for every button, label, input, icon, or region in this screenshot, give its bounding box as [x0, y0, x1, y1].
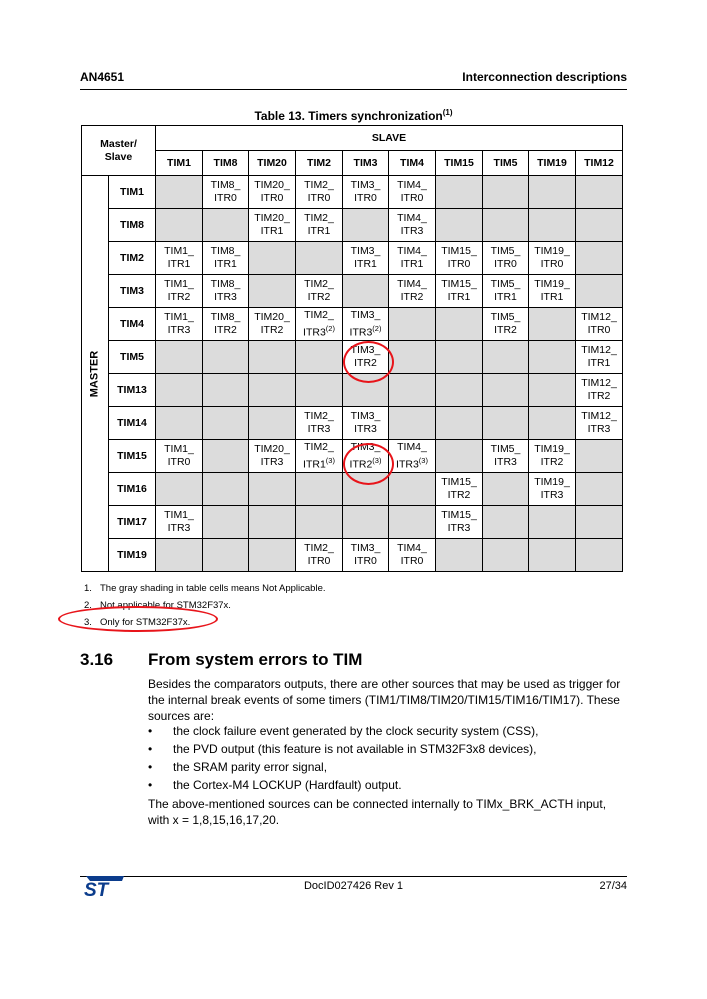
table-row — [82, 176, 623, 209]
trigger-cell-line: ITR1 — [354, 258, 377, 270]
trigger-cell-line: ITR0 — [587, 324, 611, 336]
na-cell — [389, 308, 436, 341]
trigger-cell-line: TIM3_ — [350, 344, 381, 356]
master-row-header: TIM16 — [109, 473, 156, 506]
trigger-cell — [156, 242, 203, 275]
na-cell — [249, 374, 296, 407]
trigger-cell — [203, 308, 249, 341]
trigger-cell-line: TIM3_ — [350, 542, 381, 554]
trigger-cell — [389, 209, 436, 242]
trigger-cell — [156, 506, 203, 539]
trigger-cell-line: ITR0 — [400, 192, 424, 204]
red-annotation-circle — [343, 440, 394, 485]
trigger-cell — [436, 473, 483, 506]
trigger-cell-line: ITR0 — [307, 555, 331, 567]
na-cell — [203, 209, 249, 242]
trigger-cell-line: TIM19_ — [534, 245, 570, 257]
list-item: • the Cortex-M4 LOCKUP (Hardfault) output. — [148, 778, 402, 792]
trigger-cell-line: ITR0 — [494, 258, 517, 270]
trigger-cell-line: TIM19_ — [534, 443, 570, 455]
trigger-cell-line: ITR0 — [540, 258, 564, 270]
trigger-cell — [483, 242, 529, 275]
master-row-header: TIM4 — [109, 308, 156, 341]
master-row-header: TIM3 — [109, 275, 156, 308]
trigger-cell-line: TIM20_ — [254, 212, 290, 224]
na-cell — [483, 176, 529, 209]
trigger-cell-line: TIM19_ — [534, 278, 570, 290]
na-cell — [529, 506, 576, 539]
trigger-cell-line: TIM8_ — [210, 278, 241, 290]
table-row — [82, 506, 623, 539]
trigger-cell-line: ITR0 — [354, 192, 377, 204]
trigger-cell-line: TIM15_ — [441, 245, 477, 257]
trigger-cell-line: ITR3 — [494, 456, 517, 468]
trigger-cell — [249, 440, 296, 473]
trigger-cell-line: ITR2 — [307, 291, 331, 303]
na-cell — [156, 209, 203, 242]
header-doc-number: AN4651 — [80, 70, 125, 84]
na-cell — [483, 341, 529, 374]
trigger-cell-line: ITR3 — [214, 291, 237, 303]
list-item: • the SRAM parity error signal, — [148, 760, 328, 774]
na-cell — [343, 275, 389, 308]
trigger-cell — [203, 242, 249, 275]
trigger-cell-line: TIM19_ — [534, 476, 570, 488]
na-cell — [576, 209, 623, 242]
trigger-cell-line: TIM20_ — [254, 311, 290, 323]
na-cell — [436, 176, 483, 209]
na-cell — [483, 407, 529, 440]
na-cell — [483, 506, 529, 539]
na-cell — [436, 209, 483, 242]
trigger-cell-line: TIM4_ — [397, 212, 427, 224]
na-cell — [156, 407, 203, 440]
trigger-cell-line: TIM8_ — [210, 245, 241, 257]
trigger-cell — [576, 374, 623, 407]
trigger-cell — [249, 176, 296, 209]
slave-column-header: TIM20 — [249, 151, 296, 176]
trigger-cell-line: ITR3 — [303, 326, 326, 339]
trigger-cell-line: ITR1 — [214, 258, 237, 270]
trigger-cell — [576, 308, 623, 341]
trigger-cell-line: ITR1 — [540, 291, 564, 303]
na-cell — [389, 473, 436, 506]
table-note: 2. Not applicable for STM32F37x. — [84, 600, 231, 611]
na-cell — [203, 440, 249, 473]
na-cell — [483, 539, 529, 572]
slave-column-header: TIM3 — [343, 151, 389, 176]
trigger-cell — [389, 242, 436, 275]
list-item: • the clock failure event generated by the clock security system (CSS), — [148, 724, 539, 738]
trigger-cell — [483, 440, 529, 473]
trigger-cell-line: ITR2 — [354, 357, 377, 369]
trigger-cell-line: ITR3 — [400, 225, 424, 237]
na-cell — [436, 407, 483, 440]
na-cell — [203, 506, 249, 539]
footer-doc-id: DocID027426 Rev 1 — [303, 880, 404, 892]
trigger-cell-line: ITR2 — [540, 456, 564, 468]
master-header-cell — [82, 176, 109, 572]
trigger-cell-line: TIM12_ — [581, 410, 617, 422]
table-row — [82, 308, 623, 341]
master-row-header: TIM19 — [109, 539, 156, 572]
trigger-cell — [249, 308, 296, 341]
table-row — [82, 209, 623, 242]
trigger-cell-line: TIM4_ — [397, 542, 427, 554]
na-cell — [576, 539, 623, 572]
na-cell — [296, 242, 343, 275]
trigger-cell-line: ITR2 — [447, 489, 471, 501]
na-cell — [576, 275, 623, 308]
footnote-ref: (3) — [325, 455, 335, 465]
trigger-cell-line: TIM3_ — [350, 179, 381, 191]
trigger-cell-line: ITR3 — [307, 423, 331, 435]
trigger-cell-line: TIM4_ — [397, 179, 427, 191]
master-row-header: TIM13 — [109, 374, 156, 407]
na-cell — [436, 374, 483, 407]
master-row-header: TIM8 — [109, 209, 156, 242]
trigger-cell-line: ITR2 — [494, 324, 517, 336]
trigger-cell — [576, 341, 623, 374]
trigger-cell-line: ITR0 — [214, 192, 237, 204]
trigger-cell-line: ITR2 — [400, 291, 424, 303]
trigger-cell — [483, 275, 529, 308]
section-number: 3.16 — [80, 650, 114, 669]
trigger-cell-line: TIM2_ — [304, 308, 334, 321]
section-title: From system errors to TIM — [148, 650, 363, 669]
na-cell — [203, 341, 249, 374]
trigger-cell — [296, 275, 343, 308]
na-cell — [576, 440, 623, 473]
trigger-cell-line: TIM1_ — [164, 443, 194, 455]
trigger-cell-line: ITR2 — [587, 390, 611, 402]
trigger-cell-line: TIM2_ — [304, 410, 334, 422]
na-cell — [249, 539, 296, 572]
trigger-cell — [389, 176, 436, 209]
red-annotation-circle — [343, 341, 394, 383]
trigger-cell-line: ITR0 — [260, 192, 284, 204]
trigger-cell — [529, 242, 576, 275]
na-cell — [483, 374, 529, 407]
trigger-cell-line: TIM3_ — [350, 308, 381, 321]
trigger-cell — [389, 539, 436, 572]
trigger-cell-line: TIM15_ — [441, 476, 477, 488]
trigger-cell-line: TIM3_ — [350, 440, 381, 453]
trigger-cell-line: TIM1_ — [164, 245, 194, 257]
na-cell — [343, 209, 389, 242]
na-cell — [389, 506, 436, 539]
na-cell — [203, 374, 249, 407]
trigger-cell-line: TIM2_ — [304, 542, 334, 554]
trigger-cell-line: ITR1 — [587, 357, 611, 369]
na-cell — [389, 374, 436, 407]
na-cell — [529, 209, 576, 242]
list-item: • the PVD output (this feature is not available in STM32F3x8 devices), — [148, 742, 537, 756]
footer-page-number: 27/34 — [599, 880, 627, 892]
na-cell — [249, 341, 296, 374]
trigger-cell-line: ITR0 — [307, 192, 331, 204]
trigger-cell — [296, 407, 343, 440]
trigger-cell — [529, 275, 576, 308]
na-cell — [529, 407, 576, 440]
na-cell — [156, 539, 203, 572]
header-rule — [80, 89, 627, 90]
master-row-header: TIM17 — [109, 506, 156, 539]
na-cell — [249, 275, 296, 308]
trigger-cell — [436, 506, 483, 539]
trigger-cell-line: ITR0 — [400, 555, 424, 567]
na-cell — [436, 440, 483, 473]
trigger-cell — [389, 275, 436, 308]
trigger-cell — [483, 308, 529, 341]
table-title-footnote-ref: (1) — [442, 108, 453, 117]
footnote-ref: (2) — [325, 323, 335, 333]
trigger-cell-line: TIM15_ — [441, 278, 477, 290]
section-paragraph: The above-mentioned sources can be connected internally to TIMx_BRK_ACTH input, with x = 1,8,15,16,17,20. — [148, 797, 607, 827]
trigger-cell-line: TIM2_ — [304, 212, 334, 224]
slave-column-header: TIM2 — [296, 151, 343, 176]
trigger-cell-line: TIM8_ — [210, 311, 241, 323]
na-cell — [296, 341, 343, 374]
na-cell — [203, 407, 249, 440]
trigger-cell — [529, 440, 576, 473]
master-row-header: TIM1 — [109, 176, 156, 209]
red-annotation-circle — [58, 606, 218, 632]
table-title: Table 13. Timers synchronization$^{(1)}$ — [254, 108, 453, 123]
na-cell — [436, 308, 483, 341]
na-cell — [529, 539, 576, 572]
trigger-cell-line: ITR3 — [587, 423, 611, 435]
trigger-cell-line: ITR3 — [396, 458, 419, 471]
na-cell — [483, 473, 529, 506]
trigger-cell — [296, 209, 343, 242]
trigger-cell-line: ITR3 — [167, 522, 191, 534]
master-row-header: TIM5 — [109, 341, 156, 374]
header-chapter-title: Interconnection descriptions — [462, 70, 627, 84]
na-cell — [296, 473, 343, 506]
trigger-cell — [296, 308, 343, 341]
trigger-cell-line: ITR0 — [447, 258, 471, 270]
trigger-cell-line: ITR0 — [167, 456, 191, 468]
master-label: MASTER — [88, 350, 101, 397]
na-cell — [343, 506, 389, 539]
trigger-cell-line: ITR2 — [167, 291, 191, 303]
trigger-cell-line: ITR3 — [447, 522, 471, 534]
trigger-cell-line: ITR1 — [447, 291, 471, 303]
trigger-cell-line: TIM4_ — [397, 440, 427, 453]
corner-header-cell: Master/ Slave — [82, 126, 156, 176]
table-row — [82, 407, 623, 440]
trigger-cell — [343, 308, 389, 341]
trigger-cell-line: ITR3 — [354, 423, 377, 435]
trigger-cell-line: TIM5_ — [490, 443, 521, 455]
trigger-cell-line: TIM5_ — [490, 245, 521, 257]
trigger-cell-line: TIM1_ — [164, 278, 194, 290]
trigger-cell-line: ITR1 — [167, 258, 191, 270]
footer-rule — [80, 876, 627, 877]
trigger-cell-line: ITR3 — [540, 489, 564, 501]
trigger-cell — [389, 440, 436, 473]
na-cell — [249, 506, 296, 539]
bullet-list — [148, 722, 628, 794]
trigger-cell-line: ITR3 — [349, 326, 373, 339]
na-cell — [249, 242, 296, 275]
trigger-cell-line: TIM3_ — [350, 410, 381, 422]
trigger-cell-line: TIM3_ — [350, 245, 381, 257]
master-row-header: TIM2 — [109, 242, 156, 275]
trigger-cell — [156, 440, 203, 473]
table-row — [82, 242, 623, 275]
trigger-cell — [249, 209, 296, 242]
na-cell — [249, 473, 296, 506]
trigger-cell-line: ITR1 — [307, 225, 331, 237]
trigger-cell — [576, 407, 623, 440]
trigger-cell-line: TIM4_ — [397, 245, 427, 257]
na-cell — [576, 506, 623, 539]
slave-column-header: TIM15 — [436, 151, 483, 176]
trigger-cell-line: TIM2_ — [304, 440, 334, 453]
trigger-cell-line: ITR1 — [494, 291, 517, 303]
trigger-cell — [436, 242, 483, 275]
trigger-cell-line: ITR3 — [167, 324, 191, 336]
trigger-cell-line: TIM1_ — [164, 509, 194, 521]
trigger-cell — [343, 539, 389, 572]
na-cell — [156, 176, 203, 209]
trigger-cell-line: ITR1 — [400, 258, 424, 270]
table-note: 3. Only for STM32F37x. — [84, 617, 191, 628]
na-cell — [529, 308, 576, 341]
na-cell — [436, 341, 483, 374]
na-cell — [529, 176, 576, 209]
na-cell — [576, 473, 623, 506]
na-cell — [389, 407, 436, 440]
na-cell — [156, 473, 203, 506]
na-cell — [576, 242, 623, 275]
trigger-cell-line: ITR2 — [349, 458, 373, 471]
trigger-cell — [343, 407, 389, 440]
na-cell — [436, 539, 483, 572]
trigger-cell-line: TIM12_ — [581, 377, 617, 389]
trigger-cell-line: TIM5_ — [490, 278, 521, 290]
svg-text:ST: ST — [84, 880, 109, 898]
slave-column-header: TIM19 — [529, 151, 576, 176]
section-paragraph: Besides the comparators outputs, there are other sources that may be used as trigger for the internal break events of some timers (TIM1/TIM8/TIM20/TIM15/TIM16/TIM17). These sources are: — [148, 677, 621, 723]
trigger-cell-line: TIM12_ — [581, 311, 617, 323]
trigger-cell-line: TIM20_ — [254, 179, 290, 191]
slave-column-header: TIM4 — [389, 151, 436, 176]
footnote-ref: (3) — [372, 455, 382, 465]
trigger-cell — [343, 242, 389, 275]
table-row — [82, 275, 623, 308]
trigger-cell-line: TIM2_ — [304, 179, 334, 191]
trigger-cell-line: TIM5_ — [490, 311, 521, 323]
trigger-cell-line: ITR2 — [260, 324, 284, 336]
na-cell — [156, 341, 203, 374]
footnote-ref: (2) — [372, 323, 382, 333]
slave-column-header: TIM12 — [576, 151, 623, 176]
na-cell — [483, 209, 529, 242]
na-cell — [389, 341, 436, 374]
trigger-cell — [296, 440, 343, 473]
trigger-cell — [529, 473, 576, 506]
trigger-cell-line: TIM2_ — [304, 278, 334, 290]
trigger-cell-line: ITR3 — [260, 456, 284, 468]
trigger-cell — [343, 176, 389, 209]
trigger-cell — [203, 176, 249, 209]
trigger-cell-line: ITR0 — [354, 555, 377, 567]
trigger-cell-line: TIM20_ — [254, 443, 290, 455]
trigger-cell — [156, 275, 203, 308]
trigger-cell — [296, 176, 343, 209]
na-cell — [529, 374, 576, 407]
slave-column-header: TIM5 — [483, 151, 529, 176]
na-cell — [576, 176, 623, 209]
trigger-cell-line: ITR2 — [214, 324, 237, 336]
trigger-cell-line: ITR1 — [260, 225, 284, 237]
trigger-cell — [203, 275, 249, 308]
slave-column-header: TIM8 — [203, 151, 249, 176]
master-row-header: TIM14 — [109, 407, 156, 440]
na-cell — [529, 341, 576, 374]
footnote-ref: (3) — [418, 455, 428, 465]
na-cell — [296, 506, 343, 539]
na-cell — [249, 407, 296, 440]
na-cell — [296, 374, 343, 407]
slave-header-cell: SLAVE — [156, 126, 623, 151]
trigger-cell-line: TIM8_ — [210, 179, 241, 191]
trigger-cell — [296, 539, 343, 572]
table-note: 1. The gray shading in table cells means Not Applicable. — [84, 583, 326, 594]
slave-columns-row — [82, 151, 623, 176]
trigger-cell-line: TIM4_ — [397, 278, 427, 290]
trigger-cell — [156, 308, 203, 341]
trigger-cell — [436, 275, 483, 308]
trigger-cell-line: TIM15_ — [441, 509, 477, 521]
trigger-cell-line: TIM12_ — [581, 344, 617, 356]
na-cell — [203, 473, 249, 506]
trigger-cell-line: TIM1_ — [164, 311, 194, 323]
table-row — [82, 539, 623, 572]
trigger-cell-line: ITR1 — [303, 458, 326, 471]
master-row-header: TIM15 — [109, 440, 156, 473]
na-cell — [203, 539, 249, 572]
slave-column-header: TIM1 — [156, 151, 203, 176]
na-cell — [156, 374, 203, 407]
